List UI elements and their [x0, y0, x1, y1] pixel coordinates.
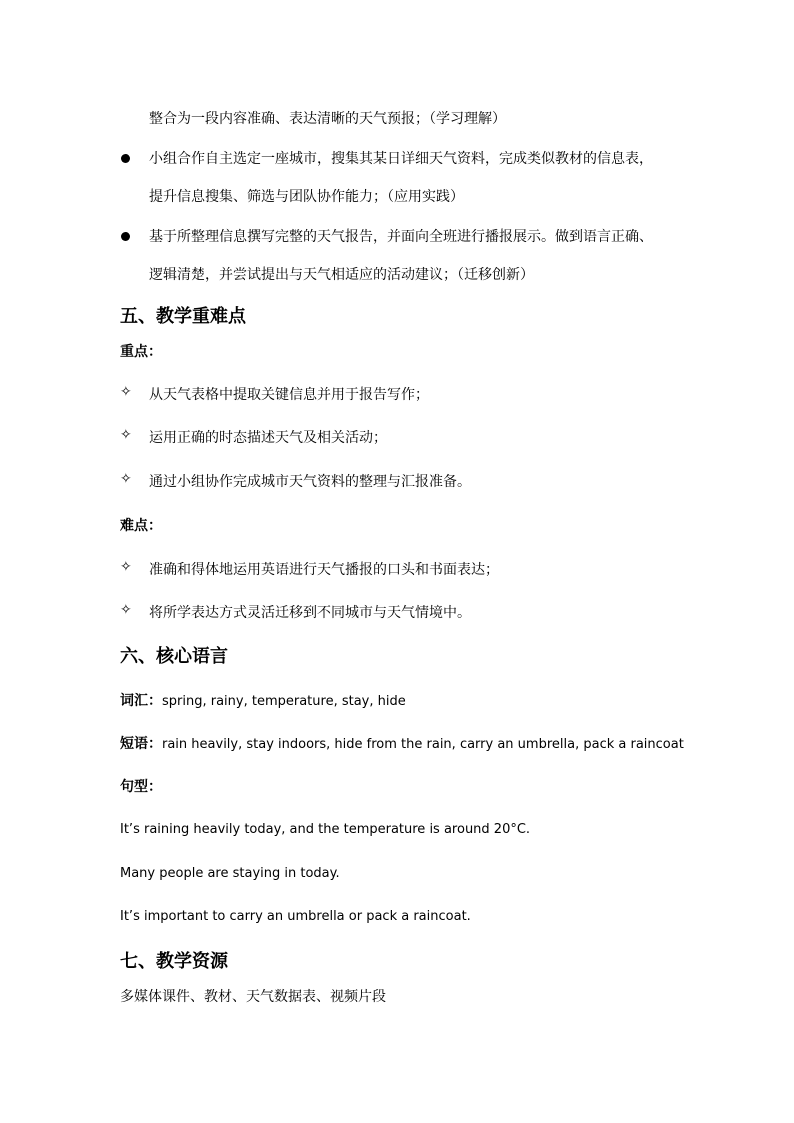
key-point-item: 运用正确的时态描述天气及相关活动；: [149, 430, 387, 446]
diamond-bullet-icon: ✧: [120, 384, 132, 400]
vocabulary-text: spring, rainy, temperature, stay, hide: [162, 694, 406, 709]
phrases-text: rain heavily, stay indoors, hide from the rain, carry an umbrella, pack a raincoat: [162, 737, 684, 752]
objective-3-line-1: 基于所整理信息撰写完整的天气报告，并面向全班进行播报展示。做到语言正确、: [149, 229, 653, 245]
diamond-bullet-icon: ✧: [120, 427, 132, 443]
objective-continuation: 整合为一段内容准确、表达清晰的天气预报；（学习理解）: [149, 111, 506, 127]
key-points-label: 重点：: [120, 344, 162, 360]
diamond-bullet-icon: ✧: [120, 471, 132, 487]
key-point-item: 从天气表格中提取关键信息并用于报告写作；: [149, 387, 429, 403]
difficult-point-item: 准确和得体地运用英语进行天气播报的口头和书面表达；: [149, 562, 499, 578]
section-7-heading: 七、教学资源: [120, 951, 228, 972]
section-6-heading: 六、核心语言: [120, 646, 228, 667]
sentence-pattern: It’s raining heavily today, and the temperature is around 20°C.: [120, 822, 531, 837]
vocabulary-row: [120, 690, 406, 710]
objective-3-line-2: 逻辑清楚，并尝试提出与天气相适应的活动建议；（迁移创新）: [149, 267, 534, 283]
diamond-bullet-icon: ✧: [120, 602, 132, 618]
phrases-row: [120, 733, 684, 753]
difficult-points-label: 难点：: [120, 518, 162, 534]
objective-2-line-1: 小组合作自主选定一座城市，搜集其某日详细天气资料，完成类似教材的信息表，: [149, 151, 653, 167]
objective-2-line-2: 提升信息搜集、筛选与团队协作能力；（应用实践）: [149, 189, 464, 205]
section-5-heading: 五、教学重难点: [120, 306, 246, 327]
bullet-dot-icon: [121, 232, 130, 241]
resources-text: 多媒体课件、教材、天气数据表、视频片段: [120, 989, 386, 1005]
difficult-point-item: 将所学表达方式灵活迁移到不同城市与天气情境中。: [149, 605, 471, 621]
bullet-dot-icon: [121, 154, 130, 163]
sentence-pattern: It’s important to carry an umbrella or pack a raincoat.: [120, 909, 471, 924]
sentence-patterns-label: 句型：: [120, 779, 162, 795]
sentence-pattern: Many people are staying in today.: [120, 866, 340, 881]
diamond-bullet-icon: ✧: [120, 559, 132, 575]
phrases-label: 短语：: [120, 736, 162, 752]
vocabulary-label: 词汇：: [120, 693, 162, 709]
key-point-item: 通过小组协作完成城市天气资料的整理与汇报准备。: [149, 474, 471, 490]
